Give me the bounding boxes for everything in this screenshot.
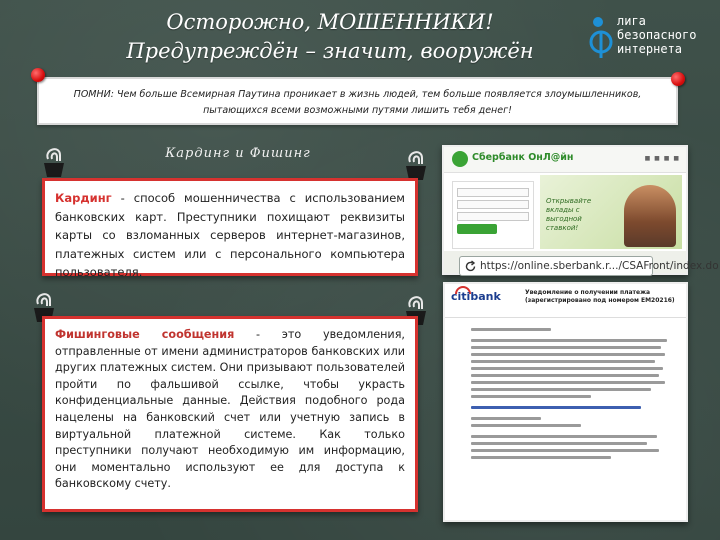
email-text-line bbox=[471, 353, 665, 356]
carding-term: Кардинг bbox=[55, 191, 112, 205]
sberbank-logo-icon bbox=[452, 151, 468, 167]
email-text-line bbox=[471, 435, 657, 438]
title-line-2: Предупреждён – значит, вооружён bbox=[126, 39, 534, 63]
email-text-line bbox=[471, 346, 661, 349]
email-text-line bbox=[471, 381, 665, 384]
phishing-text: - это уведомления, отправленные от имени администраторов банковских или других платежных систем. Они призывают пользователей пройти по фальшивой ссылке, чтобы украсть конфиденциальные данные. Действия подобного рода нацелены на банковский счет или учетную запись в виртуальной платежной системе. Как только преступники получают необходимую им информацию, они моментально используют ее для доступа к банковскому счету. bbox=[55, 328, 405, 491]
citibank-email-body bbox=[471, 328, 671, 463]
login-field bbox=[457, 188, 529, 197]
phishing-url-text: https://online.sberbank.r.../CSAFront/index.do bbox=[480, 260, 719, 272]
email-text-line bbox=[471, 395, 591, 398]
red-pin-icon bbox=[671, 72, 685, 86]
logo-line-1: лига bbox=[617, 14, 646, 28]
email-text-line bbox=[471, 374, 659, 377]
email-text-line bbox=[471, 456, 611, 459]
promo-person-image bbox=[624, 185, 676, 247]
email-text-line bbox=[471, 442, 647, 445]
sberbank-header bbox=[444, 147, 686, 173]
login-button bbox=[457, 224, 497, 234]
section-heading: Кардинг и Фишинг bbox=[165, 146, 311, 161]
slide-title bbox=[110, 8, 550, 66]
citibank-email-screenshot bbox=[443, 282, 688, 522]
carding-text: - способ мошенничества с использованием банковских карт. Преступники похищают реквизиты карты со взломанных серверов интернет-магазинов, платежных систем или с персонального компьютера пользователя. bbox=[55, 191, 405, 279]
sberbank-login-form bbox=[452, 181, 534, 249]
email-text-line bbox=[471, 424, 581, 427]
phishing-url-bar bbox=[459, 256, 719, 276]
remember-notice bbox=[37, 77, 678, 125]
sberbank-promo-banner bbox=[540, 175, 682, 249]
logo-line-2: безопасного bbox=[617, 28, 697, 42]
red-pin-icon bbox=[31, 68, 45, 82]
citibank-email-header bbox=[445, 284, 686, 318]
title-line-1: Осторожно, МОШЕННИКИ! bbox=[166, 10, 494, 34]
sberbank-name: Сбербанк ОнЛ@йн bbox=[472, 152, 574, 163]
shield-person-icon bbox=[589, 16, 613, 62]
citibank-logo: citibank bbox=[451, 290, 501, 303]
email-text-line bbox=[471, 328, 551, 331]
email-phishing-link bbox=[471, 406, 641, 409]
sberbank-nav: ■ ■ ■ ■ bbox=[644, 155, 680, 162]
refresh-icon bbox=[464, 260, 477, 273]
logo-text bbox=[617, 14, 717, 56]
email-text-line bbox=[471, 449, 659, 452]
phishing-card bbox=[42, 316, 418, 512]
email-text-line bbox=[471, 417, 541, 420]
email-text-line bbox=[471, 367, 663, 370]
logo-line-3: интернета bbox=[617, 42, 683, 56]
phishing-term: Фишинговые сообщения bbox=[55, 328, 235, 341]
email-text-line bbox=[471, 339, 667, 342]
sberbank-promo-text: Открывайте вклады с выгодной ставкой! bbox=[546, 197, 592, 232]
captcha-field bbox=[457, 212, 529, 221]
remember-notice-text: ПОМНИ: Чем больше Всемирная Паутина проникает в жизнь людей, тем больше появляется злоумышленников, пытающихся всеми возможными путями лишить тебя денег! bbox=[73, 89, 642, 116]
email-text-line bbox=[471, 388, 651, 391]
email-text-line bbox=[471, 360, 655, 363]
liga-logo bbox=[589, 14, 714, 64]
password-field bbox=[457, 200, 529, 209]
carding-card bbox=[42, 178, 418, 279]
citibank-email-subject: Уведомление о получении платежа (зарегистрировано под номером EM20216) bbox=[525, 289, 675, 304]
